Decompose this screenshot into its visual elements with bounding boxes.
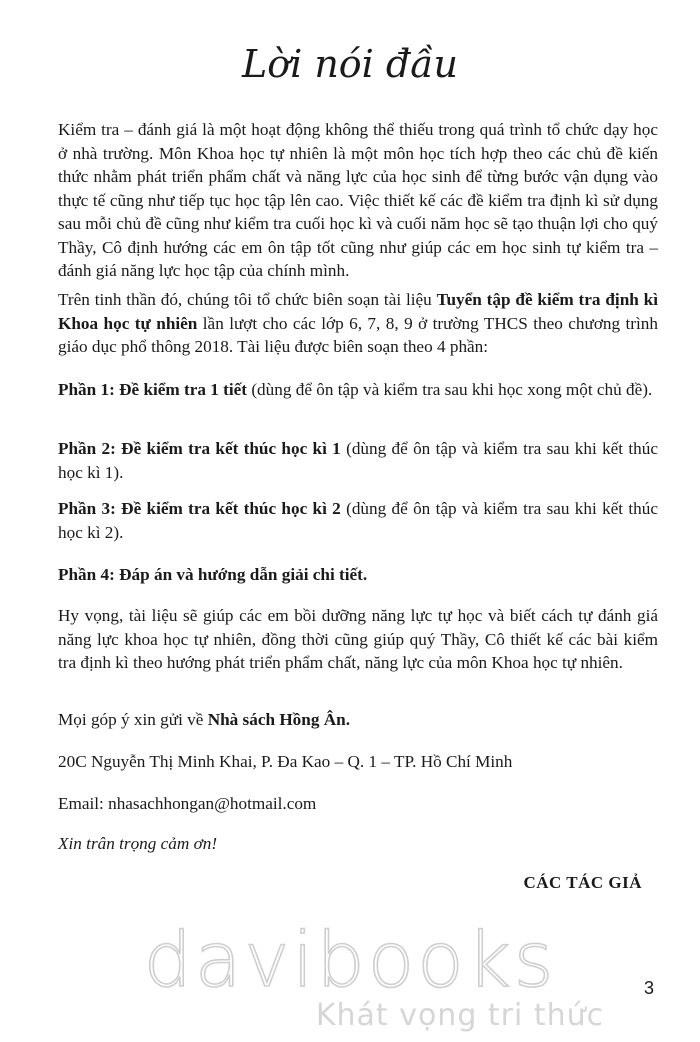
intro-paragraph: Kiểm tra – đánh giá là một hoạt động không thể thiếu trong quá trình tổ chức dạy học ở nhà trường. Môn Khoa học tự nhiên là một môn học tích hợp theo các chủ đề kiến thức nhằm phát triển phẩm chất và năng lực của học sinh để từng bước vận dụng vào thực tế cũng như tiếp tục học tập lên cao. Việc thiết kế các đề kiểm tra định kì sử dụng sau mỗi chủ đề cũng như kiểm tra cuối học kì và cuối năm học sẽ tạo thuận lợi cho quý Thầy, Cô định hướng các em ôn tập tốt cũng như giúp các em học sinh tự kiểm tra – đánh giá năng lực học tập của chính mình. <box>58 120 658 280</box>
authors-signature: CÁC TÁC GIẢ <box>523 873 642 892</box>
compilation-text-start: Trên tinh thần đó, chúng tôi tổ chức biên soạn tài liệu <box>58 290 437 309</box>
compilation-paragraph <box>58 288 658 359</box>
part-2 <box>58 437 658 484</box>
thanks-line: Xin trân trọng cảm ơn! <box>58 834 218 853</box>
part-1-title: Phần 1: Đề kiểm tra 1 tiết <box>58 380 248 399</box>
feedback-line <box>58 708 658 732</box>
feedback-text: Mọi góp ý xin gửi về <box>58 710 208 729</box>
part-1-desc: (dùng để ôn tập và kiểm tra sau khi học xong một chủ đề). <box>247 380 653 399</box>
compilation-text-end: lần lượt cho các lớp 6, 7, 8, 9 ở trường THCS theo chương trình giáo dục phổ thông 2018. Tài liệu được biên soạn theo 4 phần: <box>58 313 658 356</box>
part-2-title: Phần 2: Đề kiểm tra kết thúc học kì 1 <box>58 439 341 458</box>
hope-paragraph: Hy vọng, tài liệu sẽ giúp các em bồi dưỡng năng lực tự học và biết cách tự đánh giá năng lực khoa học tự nhiên, đồng thời cũng giúp quý Thầy, Cô thiết kế các bài kiểm tra định kì theo hướng phát triển phẩm chất, năng lực của môn Khoa học tự nhiên. <box>58 606 658 672</box>
page-number: 3 <box>643 978 654 998</box>
part-4 <box>58 563 658 587</box>
email-line: Email: nhasachhongan@hotmail.com <box>58 794 317 813</box>
part-3-title: Phần 3: Đề kiểm tra kết thúc học kì 2 <box>58 499 341 518</box>
page-title: Lời nói đầu <box>241 42 458 86</box>
part-1 <box>58 378 658 402</box>
part-3 <box>58 497 658 544</box>
part-2-desc: (dùng để ôn tập và kiểm tra sau khi kết thúc học kì 1). <box>58 439 658 482</box>
address-line: 20C Nguyễn Thị Minh Khai, P. Đa Kao – Q. 1 – TP. Hồ Chí Minh <box>58 752 513 771</box>
part-4-title: Phần 4: Đáp án và hướng dẫn giải chi tiết. <box>58 565 368 584</box>
book-title: Tuyển tập đề kiểm tra định kì Khoa học tự nhiên <box>58 290 658 333</box>
watermark-logo: davibooks <box>143 915 557 1004</box>
part-3-desc: (dùng để ôn tập và kiểm tra sau khi kết thúc học kì 2). <box>58 499 658 542</box>
publisher-name: Nhà sách Hồng Ân. <box>207 710 350 729</box>
watermark-slogan: Khát vọng tri thức <box>315 998 605 1033</box>
